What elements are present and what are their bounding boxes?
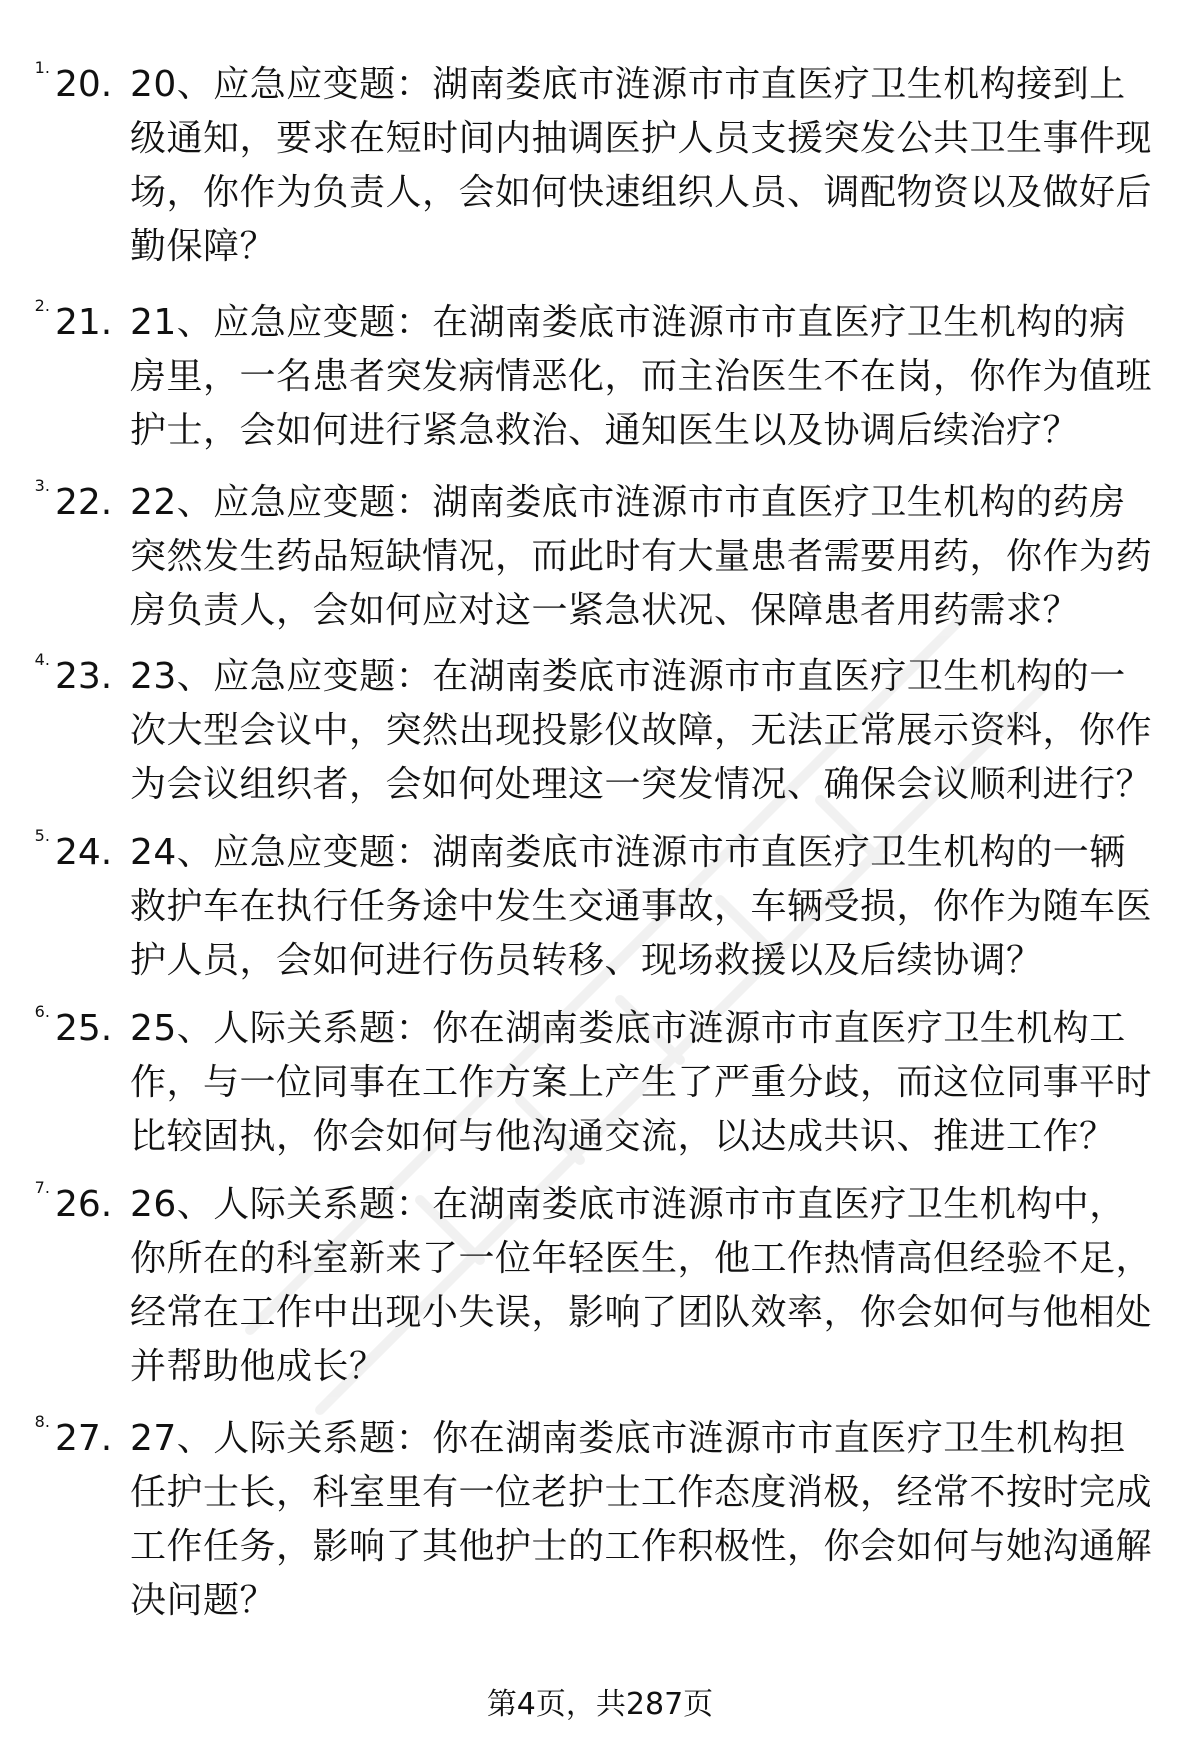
question-number: 1. 20. xyxy=(55,64,113,105)
question-number: 5. 24. xyxy=(55,832,113,873)
question-text: 26、人际关系题：在湖南娄底市涟源市市直医疗卫生机构中，你所在的科室新来了一位年轻医生，他工作热情高但经验不足，经常在工作中出现小失误，影响了团队效率，你会如何与他相处并帮助他成长？ xyxy=(130,1184,1153,1387)
question-number: 8. 27. xyxy=(55,1418,113,1459)
question-text: 23、应急应变题：在湖南娄底市涟源市市直医疗卫生机构的一次大型会议中，突然出现投影仪故障，无法正常展示资料，你作为会议组织者，会如何处理这一突发情况、确保会议顺利进行？ xyxy=(130,656,1153,805)
question-item-20 xyxy=(55,58,1155,267)
question-item-27 xyxy=(55,1412,1155,1621)
question-item-23 xyxy=(55,650,1155,805)
question-text: 27、人际关系题：你在湖南娄底市涟源市市直医疗卫生机构担任护士长，科室里有一位老护士工作态度消极，经常不按时完成工作任务，影响了其他护士的工作积极性，你会如何与她沟通解决问题？ xyxy=(130,1418,1153,1621)
question-number: 7. 26. xyxy=(55,1184,113,1225)
question-item-21 xyxy=(55,296,1155,451)
question-number: 4. 23. xyxy=(55,656,113,697)
question-item-26 xyxy=(55,1178,1155,1387)
question-item-24 xyxy=(55,826,1155,981)
question-number: 6. 25. xyxy=(55,1008,113,1049)
question-item-22 xyxy=(55,476,1155,631)
question-text: 25、人际关系题：你在湖南娄底市涟源市市直医疗卫生机构工作，与一位同事在工作方案上产生了严重分歧，而这位同事平时比较固执，你会如何与他沟通交流，以达成共识、推进工作？ xyxy=(130,1008,1153,1157)
page-number: 第4页，共287页 xyxy=(486,1687,714,1722)
question-number: 2. 21. xyxy=(55,302,113,343)
question-number: 3. 22. xyxy=(55,482,113,523)
question-text: 21、应急应变题：在湖南娄底市涟源市市直医疗卫生机构的病房里，一名患者突发病情恶化，而主治医生不在岗，你作为值班护士，会如何进行紧急救治、通知医生以及协调后续治疗？ xyxy=(130,302,1153,451)
question-item-25 xyxy=(55,1002,1155,1157)
question-text: 20、应急应变题：湖南娄底市涟源市市直医疗卫生机构接到上级通知，要求在短时间内抽调医护人员支援突发公共卫生事件现场，你作为负责人，会如何快速组织人员、调配物资以及做好后勤保障？ xyxy=(130,64,1153,267)
question-text: 22、应急应变题：湖南娄底市涟源市市直医疗卫生机构的药房突然发生药品短缺情况，而此时有大量患者需要用药，你作为药房负责人，会如何应对这一紧急状况、保障患者用药需求？ xyxy=(130,482,1153,631)
question-text: 24、应急应变题：湖南娄底市涟源市市直医疗卫生机构的一辆救护车在执行任务途中发生交通事故，车辆受损，你作为随车医护人员，会如何进行伤员转移、现场救援以及后续协调？ xyxy=(130,832,1153,981)
